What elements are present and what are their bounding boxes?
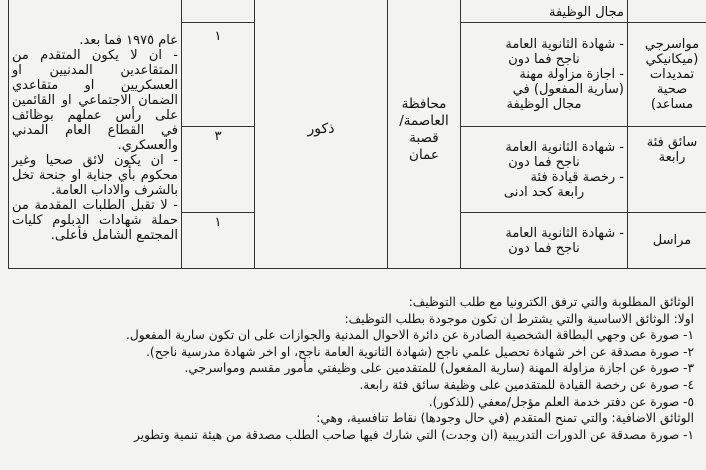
documents-intro: الوثائق المطلوبة والتي ترفق الكترونيا مع طلب التوظيف: xyxy=(408,295,694,309)
qualification-line: - شهادة الثانوية العامة xyxy=(505,37,624,52)
document-item: ٤- صورة عن رخصة القيادة للمتقدمين على وظيفة سائق فئة رابعة. xyxy=(359,377,694,392)
conditions-cell xyxy=(9,0,182,269)
document-item: ٣- صورة عن اجازة مزاولة المهنة (سارية المفعول) للمتقدمين على وظيفتي مأمور مقسم ومواسرجي. xyxy=(184,361,694,376)
gender-cell xyxy=(255,0,388,269)
qualification-line: (سارية المفعول) في xyxy=(512,82,624,97)
condition-line: - لا تقبل الطلبات المقدمة من xyxy=(12,197,178,213)
job-title-line: مواسرجي xyxy=(644,37,700,52)
gender-text: ذكور xyxy=(307,121,335,137)
condition-line: - ان يكون لائق صحيا وغير xyxy=(12,152,178,168)
qualification-line: مجال الوظيفة xyxy=(506,97,582,112)
qualification-line: ناجح فما دون xyxy=(508,154,580,170)
additional-documents-heading: الوثائق الاضافية: والتي تمنح المتقدم (في حال وجودها) نقاط تنافسية، وهي: xyxy=(316,411,694,426)
condition-line: المجتمع الشامل فأعلى. xyxy=(50,227,178,243)
table-row-partial xyxy=(9,0,706,23)
qualification-cell xyxy=(461,23,628,127)
job-title-line: تمديدات xyxy=(649,67,695,82)
basic-documents-heading: اولا: الوثائق الاساسية والتي يشترط ان تكون موجودة بطلب التوظيف: xyxy=(344,311,694,326)
condition-line: على رأس عملهم بوظائف xyxy=(12,107,178,123)
place-line: العاصمة/ xyxy=(399,112,449,129)
condition-line: والعسكري. xyxy=(117,137,178,153)
qualification-line: - اجازة مزاولة مهنة xyxy=(519,67,624,82)
qualification-line: - شهادة الثانوية العامة xyxy=(505,225,624,241)
condition-line: في القطاع العام المدني xyxy=(12,122,178,138)
place-line: محافظة xyxy=(401,95,447,112)
condition-line: بالشرف والاداب العامة. xyxy=(51,182,178,198)
job-title-line: مساعد) xyxy=(650,97,694,112)
job-title-line: صحية xyxy=(656,82,688,97)
qualification-line: - شهادة الثانوية العامة xyxy=(505,139,624,155)
jobs-table xyxy=(8,0,706,269)
condition-line: عام ١٩٧٥ فما بعد. xyxy=(79,32,178,48)
qualification-cell xyxy=(461,127,628,213)
document-item-cut: ١- صورة مصدقة عن الدورات التدريبية (ان وجدت) التي شارك فيها صاحب الطلب مصدقة من هيئة تنمية وتطوير xyxy=(133,427,694,442)
count-value: ١ xyxy=(214,215,222,230)
job-title-cell xyxy=(628,127,706,213)
qualification-cell xyxy=(461,0,628,23)
qualification-line: - رخصة قيادة فئة xyxy=(530,169,624,185)
job-title-line: (ميكانيكي xyxy=(645,52,699,67)
qualification-cell xyxy=(461,213,628,269)
job-title-line: مراسل xyxy=(652,233,692,248)
condition-line: محكوم بأي جناية او جنحة تخل xyxy=(12,167,178,183)
job-title-cell xyxy=(628,23,706,127)
count-value: ٣ xyxy=(214,129,222,144)
document-item: ٥- صورة عن دفتر خدمة العلم مؤجل/معفي (للذكور). xyxy=(428,394,694,409)
qualification-line: ناجح فما دون xyxy=(508,240,580,256)
job-title-line: سائق فئة xyxy=(646,135,698,150)
condition-line: الضمان الاجتماعي او القائمين xyxy=(12,92,178,108)
document-item: ٢- صورة مصدقة عن اخر شهادة تحصيل علمي ناجح (شهادة الثانوية العامة ناجح، او اخر شهادة مدرسية ناجح). xyxy=(146,344,694,359)
job-title-cell xyxy=(628,0,706,23)
condition-line: المتقاعدين المدنيين او xyxy=(12,62,178,78)
document-item: ١- صورة عن وجهي البطاقة الشخصية الصادرة عن دائرة الاحوال المدنية والجوازات على ان تكون سارية المفعول. xyxy=(126,328,694,343)
condition-line: حملة شهادات الدبلوم كليات xyxy=(12,212,178,228)
condition-line: العسكريين او متقاعدي xyxy=(12,77,178,93)
count-cell xyxy=(182,127,255,213)
documents-section xyxy=(10,294,694,443)
place-cell xyxy=(388,0,461,269)
count-value: ١ xyxy=(214,29,222,44)
job-title-line: رابعة xyxy=(658,150,686,165)
place-line: قصبة xyxy=(409,129,439,146)
job-title-cell xyxy=(628,213,706,269)
qualification-line: ناجح فما دون xyxy=(508,52,580,67)
qualification-line: رابعة كحد ادنى xyxy=(503,184,585,200)
place-line: عمان xyxy=(409,146,439,163)
count-cell xyxy=(182,0,255,23)
condition-line: - ان لا يكون المتقدم من xyxy=(12,47,178,63)
count-cell xyxy=(182,23,255,127)
count-cell xyxy=(182,213,255,269)
qualification-line: مجال الوظيفة xyxy=(549,5,624,20)
